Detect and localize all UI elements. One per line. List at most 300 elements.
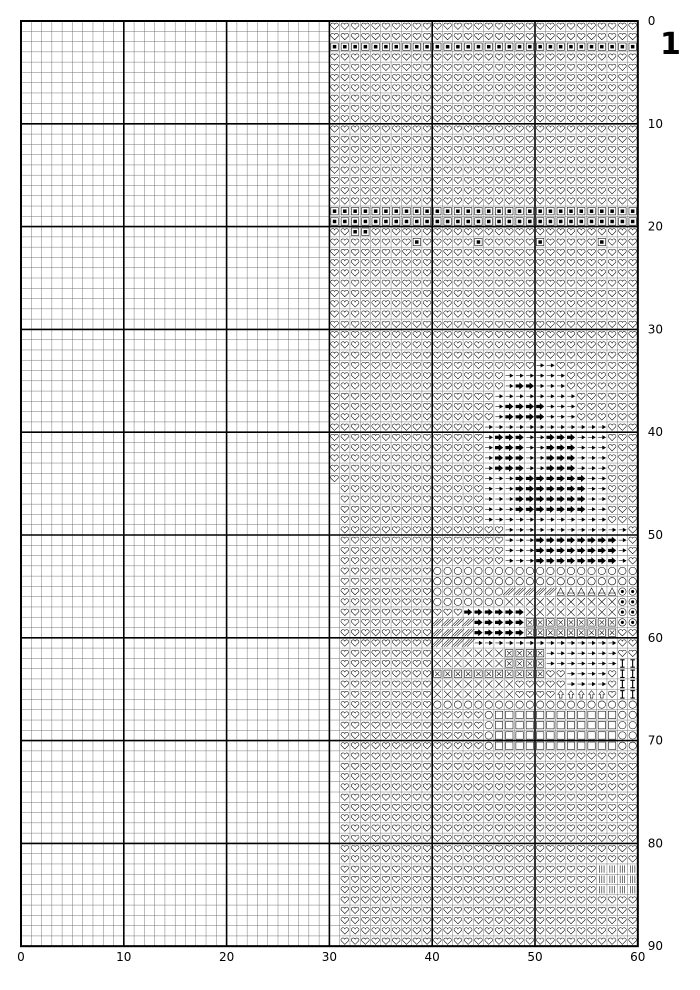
heart-symbol: [351, 157, 359, 163]
heart-symbol: [475, 116, 483, 122]
heart-symbol: [454, 609, 462, 615]
arrow-symbol: [598, 652, 605, 655]
heart-symbol: [413, 578, 421, 584]
heart-symbol: [413, 270, 421, 276]
vertical-lines-symbol: [630, 865, 634, 872]
heart-symbol: [464, 311, 472, 317]
heart-symbol: [331, 23, 339, 29]
box-dot-symbol: [506, 43, 513, 50]
box-x-symbol: [516, 650, 523, 657]
heart-symbol: [403, 331, 411, 337]
heart-symbol: [588, 342, 596, 348]
arrow-symbol: [598, 487, 605, 490]
heart-symbol: [341, 352, 349, 358]
heart-symbol: [475, 516, 483, 522]
heart-symbol: [382, 712, 390, 718]
bold-arrow-symbol: [547, 475, 554, 481]
heart-symbol: [567, 311, 575, 317]
heart-symbol: [403, 537, 411, 543]
arrow-symbol: [536, 395, 543, 398]
heart-symbol: [464, 64, 472, 70]
heart-symbol: [403, 188, 411, 194]
heart-symbol: [382, 445, 390, 451]
heart-symbol: [372, 609, 380, 615]
heart-symbol: [351, 691, 359, 697]
heart-symbol: [454, 74, 462, 80]
heart-symbol: [619, 496, 627, 502]
arrow-symbol: [516, 425, 523, 428]
heart-symbol: [433, 938, 441, 944]
heart-symbol: [526, 126, 534, 132]
heart-symbol: [454, 290, 462, 296]
heart-symbol: [403, 578, 411, 584]
heart-symbol: [392, 393, 400, 399]
heart-symbol: [536, 33, 544, 39]
heart-symbol: [536, 136, 544, 142]
heart-symbol: [598, 804, 606, 810]
heart-symbol: [577, 845, 585, 851]
heart-symbol: [444, 136, 452, 142]
heart-symbol: [444, 259, 452, 265]
heart-symbol: [516, 167, 524, 173]
heart-symbol: [423, 825, 431, 831]
heart-symbol: [516, 866, 524, 872]
heart-symbol: [547, 85, 555, 91]
cross-symbol: [475, 680, 482, 687]
heart-symbol: [372, 259, 380, 265]
heart-symbol: [485, 527, 493, 533]
heart-symbol: [403, 928, 411, 934]
heart-symbol: [495, 373, 503, 379]
heart-symbol: [485, 342, 493, 348]
heart-symbol: [475, 23, 483, 29]
heart-symbol: [547, 763, 555, 769]
heart-symbol: [475, 311, 483, 317]
heart-symbol: [362, 743, 370, 749]
heart-symbol: [372, 414, 380, 420]
heart-symbol: [536, 938, 544, 944]
heart-symbol: [475, 95, 483, 101]
cross-symbol: [608, 598, 615, 605]
heart-symbol: [362, 712, 370, 718]
heart-symbol: [331, 475, 339, 481]
heart-symbol: [392, 743, 400, 749]
heart-symbol: [577, 403, 585, 409]
arrow-symbol: [588, 497, 595, 500]
heart-symbol: [433, 393, 441, 399]
heart-symbol: [362, 136, 370, 142]
heart-symbol: [372, 486, 380, 492]
arrow-symbol: [547, 518, 554, 521]
heart-symbol: [454, 486, 462, 492]
heart-symbol: [557, 188, 565, 194]
heart-symbol: [629, 321, 637, 327]
heart-symbol: [351, 743, 359, 749]
heart-symbol: [629, 794, 637, 800]
box-x-symbol: [578, 619, 585, 626]
heart-symbol: [403, 804, 411, 810]
heart-symbol: [619, 146, 627, 152]
heart-symbol: [341, 311, 349, 317]
heart-symbol: [351, 342, 359, 348]
heart-symbol: [351, 445, 359, 451]
heart-symbol: [362, 619, 370, 625]
heart-symbol: [475, 321, 483, 327]
heart-symbol: [619, 177, 627, 183]
heart-symbol: [362, 650, 370, 656]
heart-symbol: [423, 373, 431, 379]
open-circle-symbol: [475, 567, 482, 574]
heart-symbol: [516, 825, 524, 831]
heart-symbol: [608, 342, 616, 348]
arrow-symbol: [598, 508, 605, 511]
heart-symbol: [588, 362, 596, 368]
bold-arrow-symbol: [506, 630, 513, 636]
bold-arrow-symbol: [557, 506, 564, 512]
box-x-symbol: [608, 619, 615, 626]
arrow-symbol: [547, 364, 554, 367]
heart-symbol: [433, 527, 441, 533]
heart-symbol: [588, 373, 596, 379]
arrow-symbol: [588, 672, 595, 675]
heart-symbol: [382, 527, 390, 533]
heart-symbol: [423, 897, 431, 903]
heart-symbol: [485, 311, 493, 317]
heart-symbol: [577, 95, 585, 101]
heart-symbol: [629, 331, 637, 337]
heart-symbol: [413, 702, 421, 708]
heart-symbol: [341, 537, 349, 543]
heart-symbol: [403, 506, 411, 512]
box-x-symbol: [536, 660, 543, 667]
open-circle-symbol: [454, 567, 461, 574]
heart-symbol: [433, 259, 441, 265]
arrow-symbol: [557, 374, 564, 377]
heart-symbol: [485, 403, 493, 409]
bold-arrow-symbol: [464, 609, 471, 615]
heart-symbol: [444, 383, 452, 389]
heart-symbol: [464, 815, 472, 821]
heart-symbol: [423, 455, 431, 461]
heart-symbol: [433, 856, 441, 862]
open-circle-symbol: [526, 567, 533, 574]
heart-symbol: [444, 331, 452, 337]
heart-symbol: [382, 907, 390, 913]
heart-symbol: [454, 434, 462, 440]
heart-symbol: [413, 146, 421, 152]
heart-symbol: [382, 876, 390, 882]
heart-symbol: [485, 362, 493, 368]
heart-symbol: [351, 527, 359, 533]
heart-symbol: [475, 475, 483, 481]
heart-symbol: [608, 301, 616, 307]
heart-symbol: [577, 928, 585, 934]
heart-symbol: [547, 671, 555, 677]
cross-symbol: [434, 691, 441, 698]
heart-symbol: [362, 773, 370, 779]
bold-arrow-symbol: [547, 465, 554, 471]
heart-symbol: [485, 383, 493, 389]
heart-symbol: [536, 95, 544, 101]
open-circle-symbol: [619, 721, 626, 728]
heart-symbol: [341, 825, 349, 831]
heart-symbol: [444, 835, 452, 841]
heart-symbol: [423, 259, 431, 265]
heart-symbol: [526, 887, 534, 893]
arrow-symbol: [578, 672, 585, 675]
heart-symbol: [608, 681, 616, 687]
open-circle-symbol: [588, 701, 595, 708]
heart-symbol: [526, 188, 534, 194]
cross-symbol: [454, 691, 461, 698]
heart-symbol: [536, 331, 544, 337]
heart-symbol: [423, 116, 431, 122]
vertical-lines-symbol: [620, 876, 624, 883]
heart-symbol: [495, 383, 503, 389]
box-dot-symbol: [331, 218, 338, 225]
box-dot-symbol: [413, 218, 420, 225]
heart-symbol: [577, 887, 585, 893]
heart-symbol: [475, 815, 483, 821]
heart-symbol: [464, 105, 472, 111]
heart-symbol: [577, 157, 585, 163]
arrow-symbol: [516, 528, 523, 531]
box-x-symbol: [526, 660, 533, 667]
heart-symbol: [362, 475, 370, 481]
heart-symbol: [351, 373, 359, 379]
heart-symbol: [485, 177, 493, 183]
heart-symbol: [475, 917, 483, 923]
heart-symbol: [454, 105, 462, 111]
heart-symbol: [454, 938, 462, 944]
heart-symbol: [536, 64, 544, 70]
heart-symbol: [362, 85, 370, 91]
box-dot-symbol: [588, 43, 595, 50]
heart-symbol: [392, 249, 400, 255]
heart-symbol: [403, 362, 411, 368]
heart-symbol: [362, 290, 370, 296]
square-symbol: [608, 721, 615, 728]
heart-symbol: [485, 229, 493, 235]
arrow-symbol: [536, 425, 543, 428]
bold-arrow-symbol: [557, 445, 564, 451]
heart-symbol: [557, 815, 565, 821]
heart-symbol: [454, 825, 462, 831]
box-dot-symbol: [382, 218, 389, 225]
heart-symbol: [454, 773, 462, 779]
heart-symbol: [464, 54, 472, 60]
open-circle-symbol: [475, 578, 482, 585]
heart-symbol: [608, 249, 616, 255]
arrow-symbol: [557, 405, 564, 408]
heart-symbol: [547, 938, 555, 944]
open-circle-symbol: [588, 578, 595, 585]
heart-symbol: [433, 794, 441, 800]
heart-symbol: [403, 311, 411, 317]
open-circle-symbol: [598, 578, 605, 585]
heart-symbol: [485, 856, 493, 862]
open-circle-symbol: [629, 711, 636, 718]
heart-symbol: [505, 321, 513, 327]
box-dot-symbol: [629, 218, 636, 225]
heart-symbol: [341, 753, 349, 759]
heart-symbol: [403, 393, 411, 399]
bold-arrow-symbol: [547, 547, 554, 553]
heart-symbol: [423, 403, 431, 409]
open-circle-symbol: [578, 701, 585, 708]
heart-symbol: [392, 619, 400, 625]
heart-symbol: [454, 465, 462, 471]
cross-symbol: [485, 660, 492, 667]
heart-symbol: [557, 95, 565, 101]
heart-symbol: [629, 105, 637, 111]
heart-symbol: [505, 188, 513, 194]
heart-symbol: [516, 146, 524, 152]
heart-symbol: [577, 804, 585, 810]
i-beam-symbol: [630, 691, 634, 698]
heart-symbol: [351, 845, 359, 851]
heart-symbol: [577, 393, 585, 399]
heart-symbol: [598, 352, 606, 358]
box-dot-symbol: [434, 207, 441, 214]
square-symbol: [608, 732, 615, 739]
heart-symbol: [351, 804, 359, 810]
bold-arrow-symbol: [578, 547, 585, 553]
heart-symbol: [392, 239, 400, 245]
heart-symbol: [598, 938, 606, 944]
heart-symbol: [372, 845, 380, 851]
heart-symbol: [516, 835, 524, 841]
bold-arrow-symbol: [567, 434, 574, 440]
heart-symbol: [608, 95, 616, 101]
heart-symbol: [629, 558, 637, 564]
heart-symbol: [454, 835, 462, 841]
arrow-symbol: [598, 662, 605, 665]
open-circle-symbol: [485, 578, 492, 585]
heart-symbol: [444, 342, 452, 348]
heart-symbol: [351, 475, 359, 481]
heart-symbol: [392, 897, 400, 903]
heart-symbol: [392, 383, 400, 389]
heart-symbol: [392, 845, 400, 851]
arrow-symbol: [485, 641, 492, 644]
heart-symbol: [547, 95, 555, 101]
heart-symbol: [351, 424, 359, 430]
heart-symbol: [403, 568, 411, 574]
heart-symbol: [505, 907, 513, 913]
heart-symbol: [351, 640, 359, 646]
heart-symbol: [341, 609, 349, 615]
vertical-lines-symbol: [630, 876, 634, 883]
box-dot-symbol: [475, 218, 482, 225]
arrow-symbol: [547, 415, 554, 418]
heart-symbol: [351, 486, 359, 492]
heart-symbol: [619, 198, 627, 204]
heart-symbol: [536, 928, 544, 934]
heart-symbol: [608, 773, 616, 779]
heart-symbol: [608, 259, 616, 265]
heart-symbol: [403, 547, 411, 553]
arrow-symbol: [578, 662, 585, 665]
heart-symbol: [362, 866, 370, 872]
heart-symbol: [495, 177, 503, 183]
arrow-symbol: [485, 425, 492, 428]
up-arrow-symbol: [599, 691, 605, 698]
heart-symbol: [392, 373, 400, 379]
box-dot-symbol: [475, 238, 482, 245]
heart-symbol: [372, 301, 380, 307]
square-symbol: [608, 711, 615, 718]
bold-arrow-symbol: [608, 547, 615, 553]
box-dot-symbol: [444, 207, 451, 214]
heart-symbol: [629, 23, 637, 29]
heart-symbol: [341, 239, 349, 245]
bold-arrow-symbol: [567, 496, 574, 502]
heart-symbol: [341, 229, 349, 235]
heart-symbol: [331, 331, 339, 337]
heart-symbol: [485, 198, 493, 204]
heart-symbol: [598, 383, 606, 389]
cross-symbol: [567, 598, 574, 605]
heart-symbol: [567, 383, 575, 389]
open-circle-symbol: [588, 567, 595, 574]
heart-symbol: [413, 815, 421, 821]
heart-symbol: [598, 188, 606, 194]
heart-symbol: [475, 547, 483, 553]
heart-symbol: [464, 229, 472, 235]
heart-symbol: [577, 825, 585, 831]
bold-arrow-symbol: [536, 486, 543, 492]
heart-symbol: [392, 188, 400, 194]
arrow-symbol: [557, 662, 564, 665]
bold-arrow-symbol: [526, 404, 533, 410]
heart-symbol: [495, 352, 503, 358]
arrow-symbol: [557, 425, 564, 428]
heart-symbol: [372, 856, 380, 862]
heart-symbol: [516, 280, 524, 286]
heart-symbol: [454, 527, 462, 533]
heart-symbol: [362, 547, 370, 553]
heart-symbol: [495, 136, 503, 142]
heart-symbol: [362, 917, 370, 923]
heart-symbol: [444, 311, 452, 317]
heart-symbol: [382, 784, 390, 790]
heart-symbol: [372, 331, 380, 337]
heart-symbol: [588, 95, 596, 101]
heart-symbol: [536, 167, 544, 173]
heart-symbol: [454, 475, 462, 481]
heart-symbol: [567, 845, 575, 851]
heart-symbol: [454, 270, 462, 276]
heart-symbol: [351, 722, 359, 728]
heart-symbol: [382, 804, 390, 810]
heart-symbol: [547, 54, 555, 60]
bold-arrow-symbol: [516, 475, 523, 481]
heart-symbol: [351, 434, 359, 440]
heart-symbol: [536, 804, 544, 810]
square-symbol: [526, 742, 533, 749]
heart-symbol: [444, 362, 452, 368]
heart-symbol: [413, 496, 421, 502]
heart-symbol: [341, 907, 349, 913]
vertical-lines-symbol: [630, 886, 634, 893]
heart-symbol: [619, 794, 627, 800]
square-symbol: [578, 742, 585, 749]
square-symbol: [578, 721, 585, 728]
heart-symbol: [433, 609, 441, 615]
heart-symbol: [577, 763, 585, 769]
heart-symbol: [588, 198, 596, 204]
